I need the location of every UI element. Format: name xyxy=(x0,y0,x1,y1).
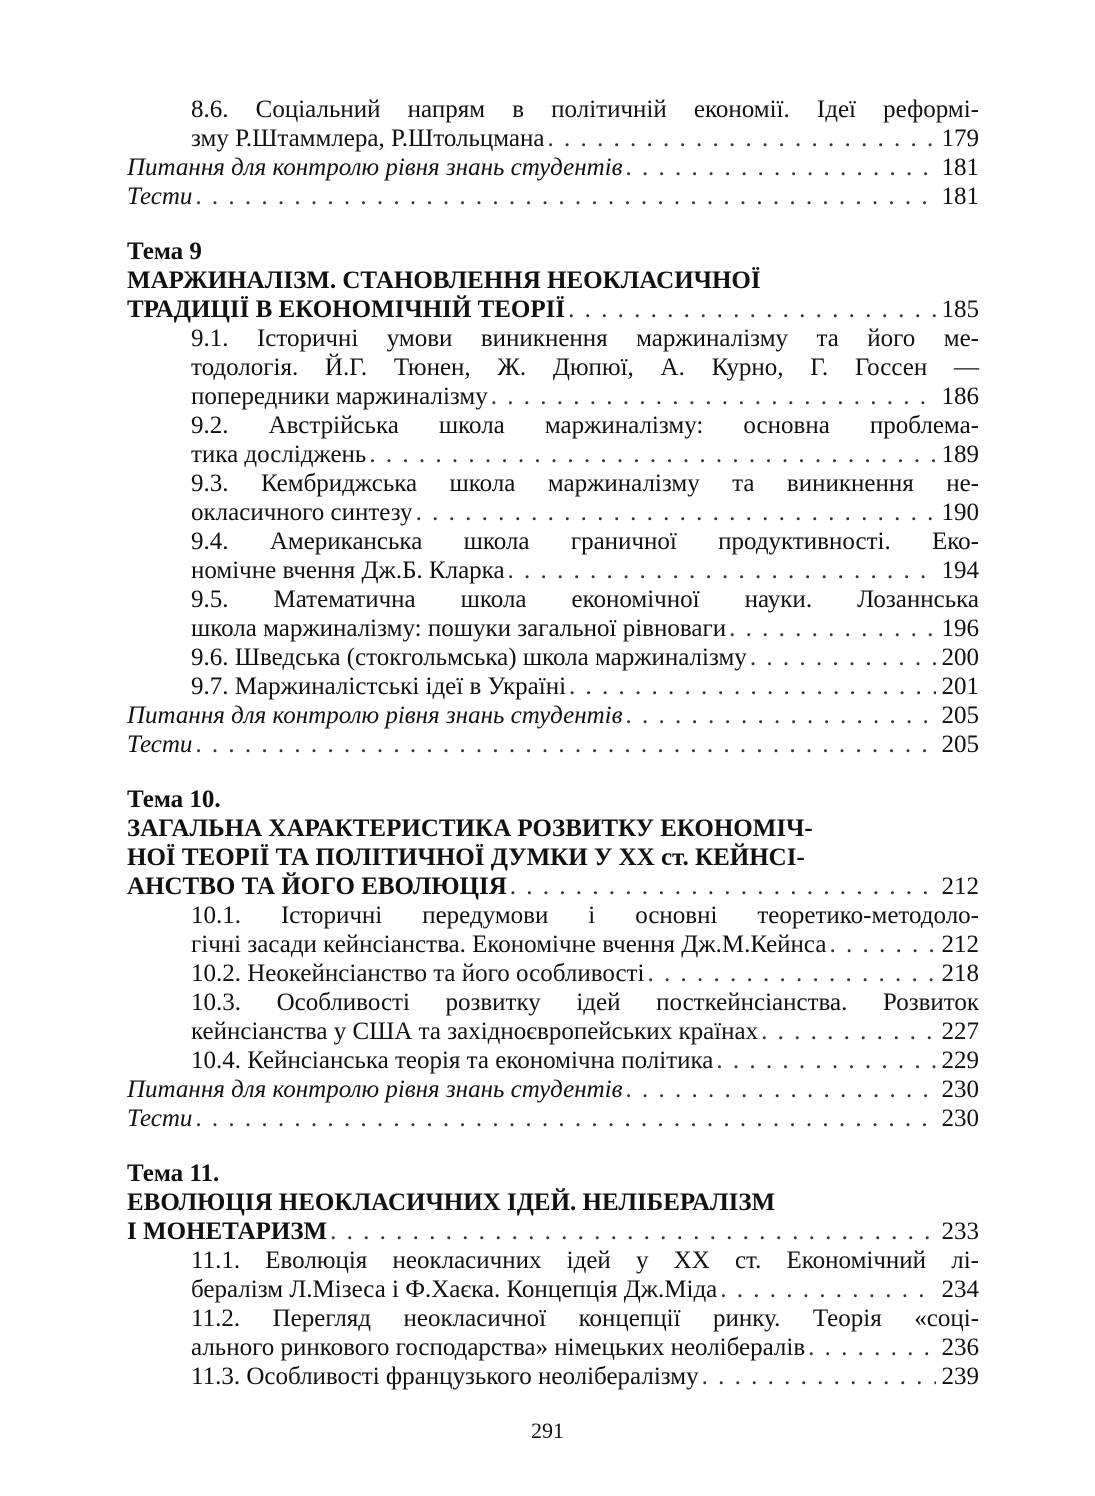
page-ref: 190 xyxy=(941,499,979,526)
toc-block-theme-11 xyxy=(127,1159,979,1391)
leader-dots xyxy=(508,556,936,585)
page-number: 291 xyxy=(531,1418,564,1443)
leader-dots xyxy=(195,182,935,211)
page-ref: 201 xyxy=(941,673,979,700)
toc-entry-9-6: 9.6. Шведська (стокгольмська) школа маржиналізму . . . 200 xyxy=(127,643,979,672)
page-ref: 229 xyxy=(941,1047,979,1074)
toc-entry-tests: Тести . . . 181 xyxy=(127,182,979,211)
leader-dots xyxy=(829,930,935,959)
leader-dots xyxy=(547,124,935,153)
page-ref: 236 xyxy=(941,1334,979,1361)
toc-entry-9-3-cont: окласичного синтезу . . . 190 xyxy=(127,498,979,527)
page-ref: 185 xyxy=(941,296,979,323)
page-ref: 181 xyxy=(941,183,979,210)
toc-entry-10-3-cont: кейнсіанства у США та західноєвропейських країнах . . . 227 xyxy=(127,1017,979,1046)
toc-entry-tests: Тести . . . 230 xyxy=(127,1104,979,1133)
toc-entry-9-7: 9.7. Маржиналістські ідеї в Україні . . . 201 xyxy=(127,672,979,701)
page-ref: 200 xyxy=(941,644,979,671)
toc-entry-questions: Питання для контролю рівня знань студентів . . . 181 xyxy=(127,153,979,182)
page-ref: 205 xyxy=(941,702,979,729)
theme-heading: Тема 10. xyxy=(127,786,221,813)
toc-entry-9-5: 9.5. Математична школа економічної науки. Лозаннська xyxy=(191,586,979,613)
toc-block-8 xyxy=(127,95,979,211)
toc-entry-9-5-cont: школа маржиналізму: пошуки загальної рівноваги . . . 196 xyxy=(127,614,979,643)
toc-entry-11-1-cont: бералізм Л.Мізеса і Ф.Хаєка. Концепція Дж.Міда . . . 234 xyxy=(127,1275,979,1304)
leader-dots xyxy=(568,295,935,324)
page-ref: 194 xyxy=(941,557,979,584)
toc-entry-10-1-cont: гічні засади кейнсіанства. Економічне вчення Дж.М.Кейнса . . . 212 xyxy=(127,930,979,959)
page-ref: 227 xyxy=(941,1018,979,1045)
leader-dots xyxy=(702,1362,936,1391)
leader-dots xyxy=(195,730,935,759)
leader-dots xyxy=(716,1046,935,1075)
toc-entry-11-3: 11.3. Особливості французького неолібералізму . . . 239 xyxy=(127,1362,979,1391)
toc-entry-9-2-cont: тика досліджень . . . 189 xyxy=(127,440,979,469)
page-ref: 205 xyxy=(941,731,979,758)
toc-entry-8-6: 8.6. Соціальний напрям в політичній економії. Ідеї реформі- xyxy=(191,96,979,123)
toc-block-theme-9 xyxy=(127,237,979,759)
leader-dots xyxy=(369,440,935,469)
page-ref: 239 xyxy=(941,1363,979,1390)
leader-dots xyxy=(729,614,935,643)
toc-entry-11-1: 11.1. Еволюція неокласичних ідей у XX ст. Економічний лі- xyxy=(191,1247,979,1274)
toc-entry-9-1-cont2: попередники маржиналізму . . . 186 xyxy=(127,382,979,411)
toc-entry-11-2: 11.2. Перегляд неокласичної концепції ринку. Теорія «соці- xyxy=(191,1305,979,1332)
page-ref: 179 xyxy=(941,125,979,152)
leader-dots xyxy=(569,672,935,701)
leader-dots xyxy=(491,382,936,411)
toc-entry-9-2: 9.2. Австрійська школа маржиналізму: основна проблема- xyxy=(191,412,979,439)
theme-title: МАРЖИНАЛІЗМ. СТАНОВЛЕННЯ НЕОКЛАСИЧНОЇ xyxy=(127,267,761,294)
toc-entry-9-1-cont: тодологія. Й.Г. Тюнен, Ж. Дюпюї, А. Курно, Г. Госсен — xyxy=(191,354,979,381)
page-ref: 212 xyxy=(941,931,979,958)
leader-dots xyxy=(761,1017,935,1046)
leader-dots xyxy=(647,959,935,988)
toc-entry-10-1: 10.1. Історичні передумови і основні теоретико-методоло- xyxy=(191,902,979,929)
page-ref: 189 xyxy=(941,441,979,468)
leader-dots xyxy=(625,1075,935,1104)
page-ref: 233 xyxy=(941,1218,979,1245)
leader-dots xyxy=(750,643,936,672)
page-ref: 181 xyxy=(941,154,979,181)
toc-entry-10-3: 10.3. Особливості розвитку ідей посткейнсіанства. Розвиток xyxy=(191,989,979,1016)
leader-dots xyxy=(808,1333,935,1362)
theme-title-cont: НОЇ ТЕОРІЇ ТА ПОЛІТИЧНОЇ ДУМКИ У XX ст. КЕЙНСІ- xyxy=(127,844,805,871)
theme-title-cont: І МОНЕТАРИЗМ . . . 233 xyxy=(127,1217,979,1246)
page-ref: 218 xyxy=(941,960,979,987)
page-ref: 212 xyxy=(941,873,979,900)
leader-dots xyxy=(330,1217,935,1246)
toc-entry-9-4: 9.4. Американська школа граничної продуктивності. Еко- xyxy=(191,528,979,555)
table-of-contents xyxy=(127,95,979,1391)
toc-entry-questions: Питання для контролю рівня знань студентів . . . 230 xyxy=(127,1075,979,1104)
toc-entry-tests: Тести . . . 205 xyxy=(127,730,979,759)
leader-dots xyxy=(625,701,935,730)
theme-heading: Тема 11. xyxy=(127,1160,220,1187)
theme-heading: Тема 9 xyxy=(127,238,202,265)
page-ref: 230 xyxy=(941,1076,979,1103)
toc-block-theme-10 xyxy=(127,785,979,1133)
theme-title: ЕВОЛЮЦІЯ НЕОКЛАСИЧНИХ ІДЕЙ. НЕЛІБЕРАЛІЗМ xyxy=(127,1189,776,1216)
page-ref: 230 xyxy=(941,1105,979,1132)
leader-dots xyxy=(195,1104,935,1133)
toc-entry-8-6-cont: зму Р.Штаммлера, Р.Штольцмана . . . 179 xyxy=(127,124,979,153)
leader-dots xyxy=(625,153,935,182)
toc-entry-questions: Питання для контролю рівня знань студентів . . . 205 xyxy=(127,701,979,730)
leader-dots xyxy=(416,498,936,527)
leader-dots xyxy=(510,872,936,901)
toc-entry-9-4-cont: номічне вчення Дж.Б. Кларка . . . 194 xyxy=(127,556,979,585)
leader-dots xyxy=(720,1275,935,1304)
toc-entry-10-2: 10.2. Неокейнсіанство та його особливості . . . 218 xyxy=(127,959,979,988)
page-ref: 196 xyxy=(941,615,979,642)
toc-entry-9-3: 9.3. Кембриджська школа маржиналізму та виникнення не- xyxy=(191,470,979,497)
toc-entry-9-1: 9.1. Історичні умови виникнення маржиналізму та його ме- xyxy=(191,325,979,352)
page-ref: 234 xyxy=(941,1276,979,1303)
theme-title: ЗАГАЛЬНА ХАРАКТЕРИСТИКА РОЗВИТКУ ЕКОНОМІЧ- xyxy=(127,815,813,842)
theme-title-cont: ТРАДИЦІЇ В ЕКОНОМІЧНІЙ ТЕОРІЇ . . . 185 xyxy=(127,295,979,324)
toc-entry-10-4: 10.4. Кейнсіанська теорія та економічна політика . . . 229 xyxy=(127,1046,979,1075)
page-ref: 186 xyxy=(941,383,979,410)
toc-entry-11-2-cont: ального ринкового господарства» німецьких неолібералів . . . 236 xyxy=(127,1333,979,1362)
theme-title-cont2: АНСТВО ТА ЙОГО ЕВОЛЮЦІЯ . . . 212 xyxy=(127,872,979,901)
